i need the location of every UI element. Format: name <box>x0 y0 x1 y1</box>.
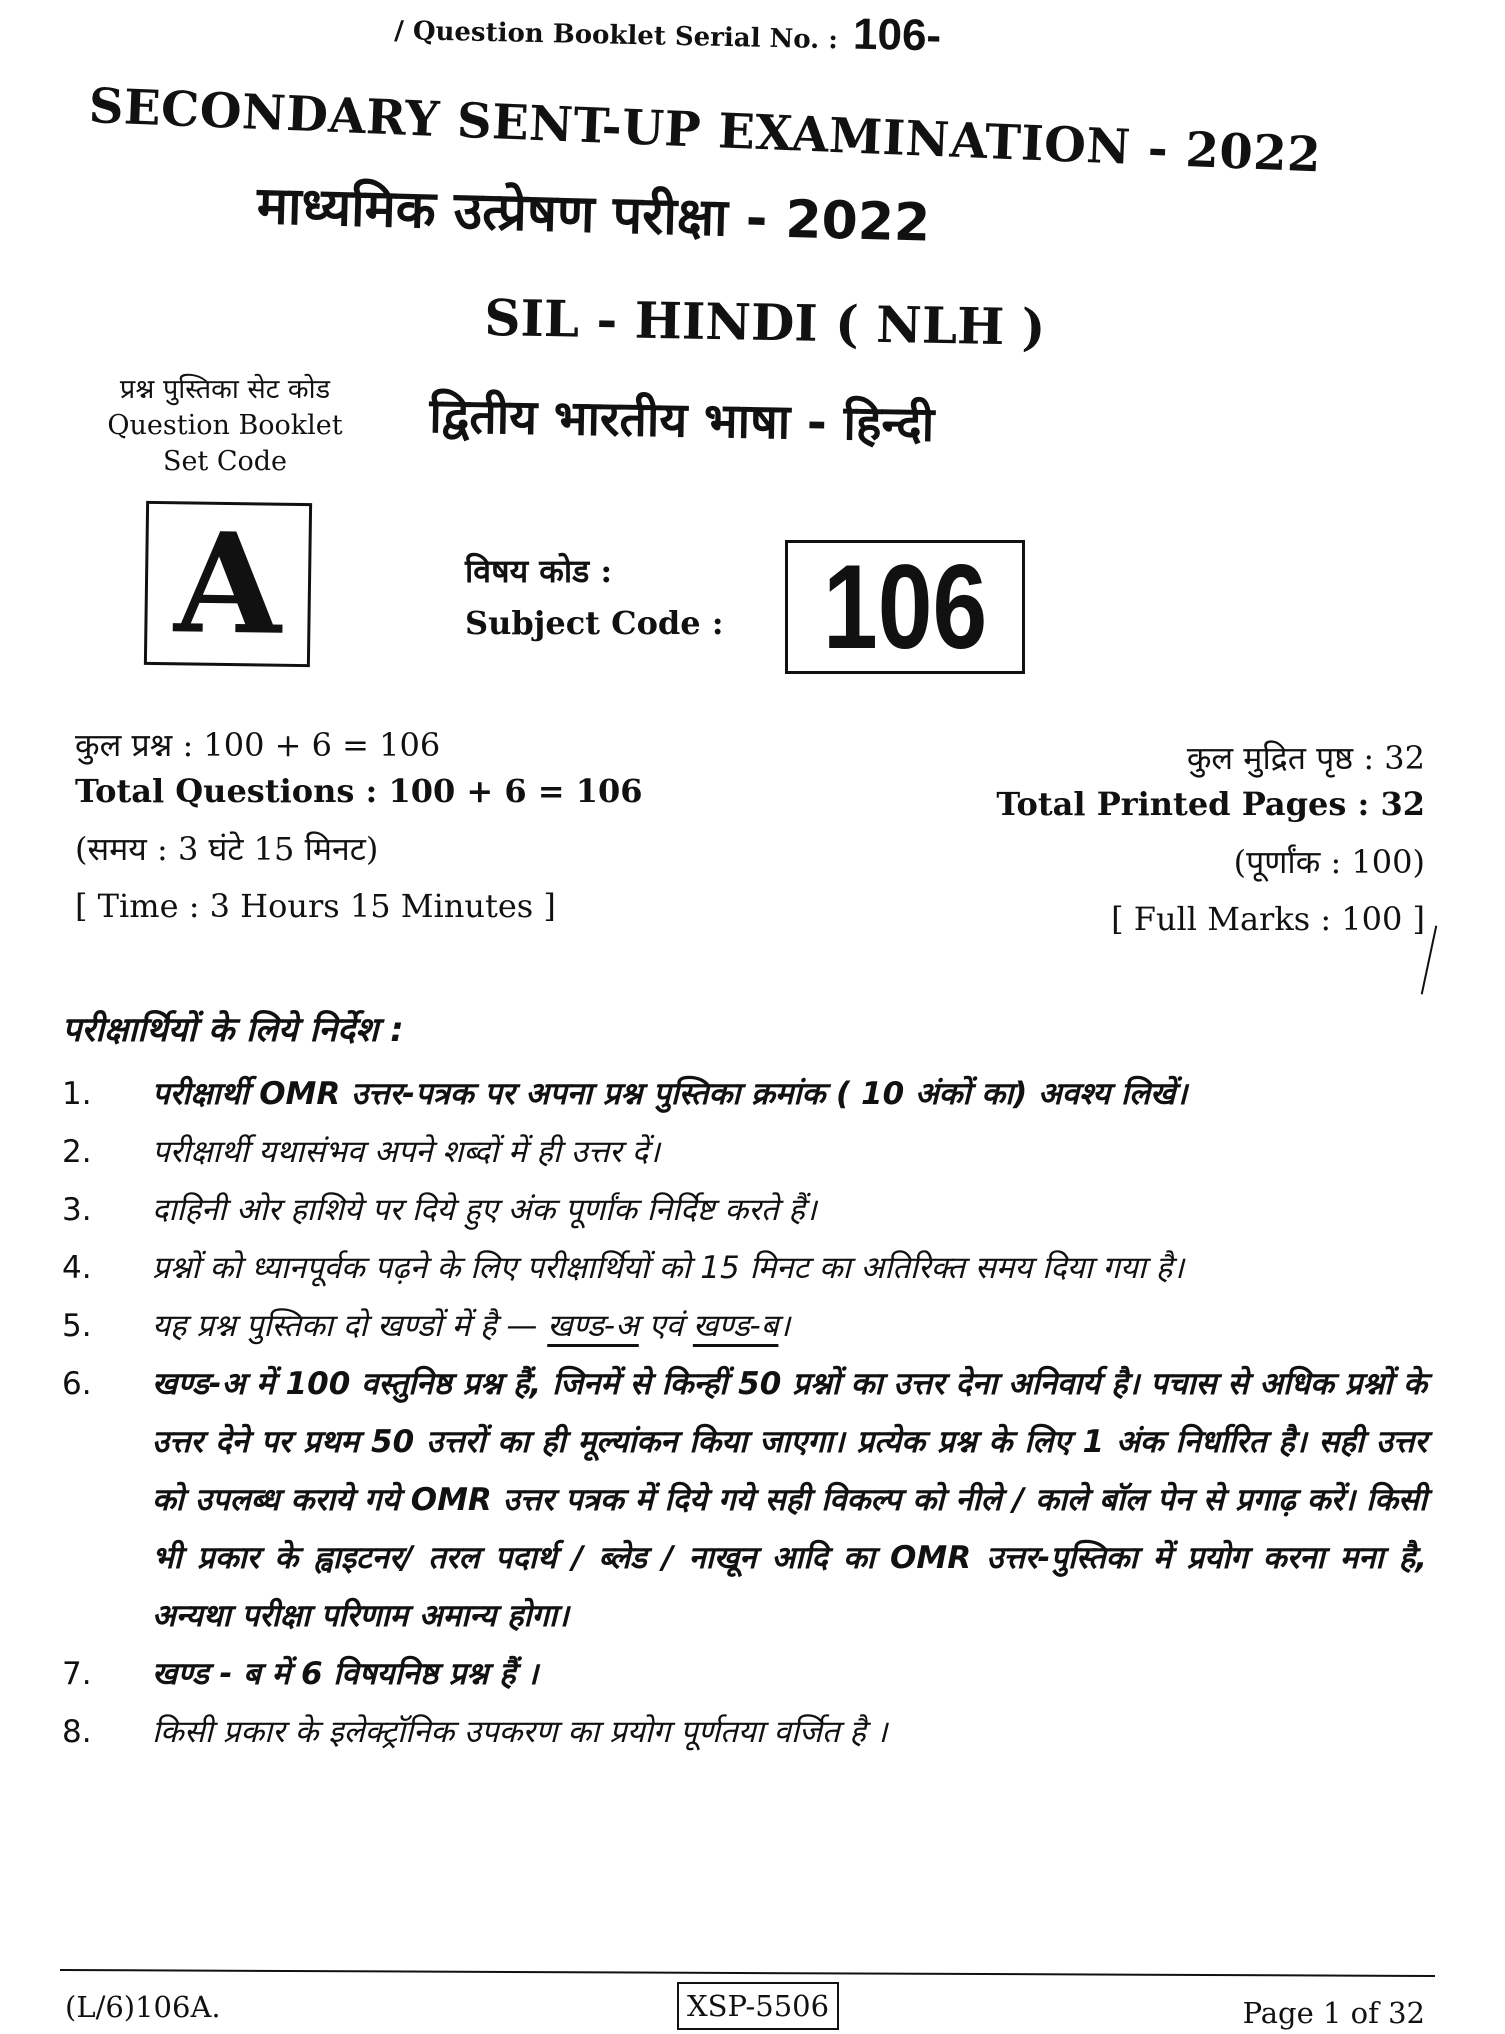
total-questions-english: Total Questions : 100 + 6 = 106 <box>75 772 643 810</box>
time-english: [ Time : 3 Hours 15 Minutes ] <box>75 887 556 925</box>
instruction-number: 2. <box>62 1134 92 1170</box>
printed-pages-english: Total Printed Pages : 32 <box>996 785 1425 823</box>
time-hindi: (समय : 3 घंटे 15 मिनट) <box>75 830 379 868</box>
instruction-text: परीक्षार्थी OMR उत्तर-पत्रक पर अपना प्रश्न पुस्तिका क्रमांक ( 10 अंकों का) अवश्य लिखें। <box>152 1076 1188 1112</box>
set-code-label <box>70 372 380 480</box>
instruction-text <box>152 1297 1427 1355</box>
serial-label: / Question Booklet Serial No. : <box>394 15 839 56</box>
subject-code-label <box>465 545 724 649</box>
total-questions-hindi: कुल प्रश्न : 100 + 6 = 106 <box>75 726 441 764</box>
footer-page-number: Page 1 of 32 <box>1242 1996 1425 2030</box>
exam-info-left <box>75 722 643 934</box>
instruction-text-mid: एवं <box>638 1308 693 1344</box>
full-marks-english: [ Full Marks : 100 ] <box>1111 900 1425 938</box>
footer-divider <box>60 1969 1435 1977</box>
footer-paper-code: (L/6)106A. <box>65 1990 221 2024</box>
section-b-label: खण्ड-ब <box>692 1308 779 1344</box>
instruction-item-1 <box>62 1065 1427 1123</box>
instruction-item-8 <box>62 1703 1427 1761</box>
exam-info-right <box>996 735 1425 947</box>
instruction-item-2 <box>62 1123 1427 1181</box>
set-code-box <box>144 501 312 667</box>
set-code-label-en-2: Set Code <box>162 446 288 477</box>
instruction-text: प्रश्नों को ध्यानपूर्वक पढ़ने के लिए परीक्षार्थियों को 15 मिनट का अतिरिक्त समय दिया गया है। <box>152 1250 1184 1286</box>
instruction-item-7 <box>62 1645 1427 1703</box>
instruction-item-3 <box>62 1181 1427 1239</box>
subject-title-english: SIL - HINDI ( NLH ) <box>483 288 1046 357</box>
instruction-item-6 <box>62 1355 1427 1645</box>
footer-print-code: XSP-5506 <box>677 1982 839 2030</box>
instruction-number: 3. <box>62 1192 92 1228</box>
instruction-number: 8. <box>62 1714 92 1750</box>
set-code-value: A <box>173 501 283 666</box>
subject-code-value: 106 <box>822 540 988 674</box>
instruction-text: किसी प्रकार के इलेक्ट्रॉनिक उपकरण का प्रयोग पूर्णतया वर्जित है । <box>152 1714 888 1750</box>
instruction-number: 4. <box>62 1250 92 1286</box>
subject-code-box <box>785 540 1025 674</box>
instruction-number: 6. <box>62 1366 92 1402</box>
instructions-section <box>62 1005 1427 1761</box>
booklet-serial <box>394 0 942 61</box>
instruction-text-pre: यह प्रश्न पुस्तिका दो खण्डों में है — <box>152 1308 548 1344</box>
subject-code-label-hindi: विषय कोड : <box>465 552 613 590</box>
instruction-text-post: । <box>778 1308 791 1344</box>
instruction-number: 1. <box>62 1076 92 1112</box>
instruction-number: 7. <box>62 1656 92 1692</box>
instruction-text: खण्ड-अ में 100 वस्तुनिष्ठ प्रश्न हैं, जिनमें से किन्हीं 50 प्रश्नों का उत्तर देना अनिवार्य है। पचास से अधिक प्रश्नों के उत्तर देने पर प्रथम 50 उत्तरों का ही मूल्यांकन किया जाएगा। प्रत्येक प्रश्न के लिए 1 अंक निर्धारित है। सही उत्तर को उपलब्ध कराये गये OMR उत्तर पत्रक में दिये गये सही विकल्प को नीले / काले बॉल पेन से प्रगाढ़ करें। किसी भी प्रकार के ह्वाइटनर/ तरल पदार्थ / ब्लेड / नाखून आदि का OMR उत्तर-पुस्तिका में प्रयोग करना मना है, अन्यथा परीक्षा परिणाम अमान्य होगा। <box>152 1366 1427 1634</box>
set-code-label-hindi: प्रश्न पुस्तिका सेट कोड <box>119 374 331 405</box>
instruction-item-5 <box>62 1297 1427 1355</box>
section-a-label: खण्ड-अ <box>547 1308 639 1344</box>
subject-title-hindi: द्वितीय भारतीय भाषा - हिन्दी <box>428 387 935 453</box>
subject-code-label-english: Subject Code : <box>465 604 724 642</box>
full-marks-hindi: (पूर्णांक : 100) <box>1233 843 1425 881</box>
instruction-text: दाहिनी ओर हाशिये पर दिये हुए अंक पूर्णांक निर्दिष्ट करते हैं। <box>152 1192 817 1228</box>
instruction-text: खण्ड - ब में 6 विषयनिष्ठ प्रश्न हैं । <box>152 1656 539 1692</box>
exam-title-hindi: माध्यमिक उत्प्रेषण परीक्षा - 2022 <box>256 175 931 254</box>
exam-title-english: SECONDARY SENT-UP EXAMINATION - 2022 <box>87 78 1323 184</box>
set-code-label-en-1: Question Booklet <box>107 410 343 441</box>
printed-pages-hindi: कुल मुद्रित पृष्ठ : 32 <box>1186 739 1425 777</box>
instruction-number: 5. <box>62 1308 92 1344</box>
instructions-heading: परीक्षार्थियों के लिये निर्देश : <box>62 1010 404 1050</box>
serial-number: 106- <box>852 9 942 61</box>
instruction-item-4 <box>62 1239 1427 1297</box>
instruction-text: परीक्षार्थी यथासंभव अपने शब्दों में ही उत्तर दें। <box>152 1134 660 1170</box>
